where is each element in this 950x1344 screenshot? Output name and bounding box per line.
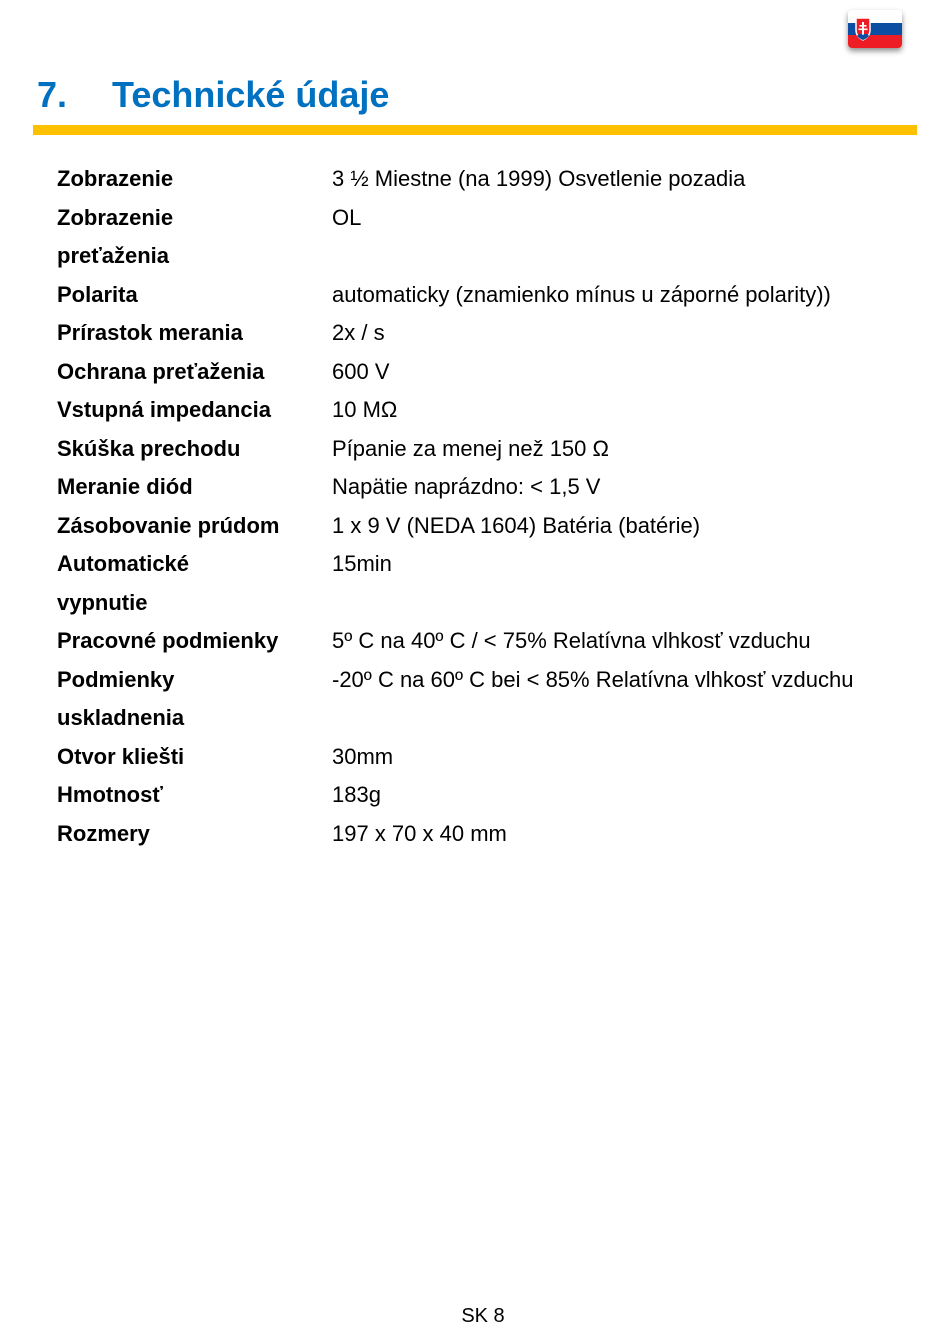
title-underline (33, 125, 917, 135)
spec-row (57, 468, 917, 507)
spec-label: Otvor kliešti (57, 743, 185, 769)
spec-label: Automatické vypnutie (57, 551, 190, 615)
spec-value: 197 x 70 x 40 mm (332, 820, 507, 846)
spec-value: 5º C na 40º C / < 75% Relatívna vlhkosť vzduchu (332, 628, 811, 653)
spec-value: 2x / s (332, 320, 385, 345)
spec-row (57, 276, 917, 315)
spec-value: 10 MΩ (332, 397, 398, 422)
spec-label: Prírastok merania (57, 320, 243, 345)
spec-label: Ochrana preťaženia (57, 358, 265, 384)
spec-value: automaticky (znamienko mínus u záporné polarity)) (332, 281, 831, 307)
spec-value: 3 ½ Miestne (na 1999) Osvetlenie pozadia (332, 166, 746, 191)
slovakia-flag-icon (848, 10, 902, 48)
spec-value: 1 x 9 V (NEDA 1604) Batéria (batérie) (332, 512, 701, 538)
section-title: Technické údaje (112, 74, 390, 115)
spec-label: Polarita (57, 281, 138, 307)
spec-value: 600 V (332, 358, 390, 384)
spec-row (57, 314, 917, 353)
spec-value: Napätie naprázdno: < 1,5 V (332, 474, 601, 499)
spec-label: Zobrazenie (57, 166, 174, 191)
spec-label: Zásobovanie prúdom (57, 512, 280, 538)
spec-value: Pípanie za menej než 150 Ω (332, 435, 609, 461)
spec-label: Hmotnosť (57, 782, 163, 807)
spec-row (57, 430, 917, 469)
spec-label: Pracovné podmienky (57, 628, 279, 653)
spec-row (57, 160, 917, 199)
spec-row (57, 661, 917, 738)
spec-row (57, 391, 917, 430)
spec-value: OL (332, 204, 362, 230)
spec-label: Skúška prechodu (57, 435, 241, 461)
spec-value: -20º C na 60º C bei < 85% Relatívna vlhkosť vzduchu (332, 666, 854, 692)
spec-value: 15min (332, 551, 392, 576)
section-number: 7. (37, 74, 68, 115)
spec-row (57, 738, 917, 777)
spec-label: Vstupná impedancia (57, 397, 271, 422)
spec-value: 30mm (332, 743, 394, 769)
spec-label: Rozmery (57, 820, 150, 846)
spec-value: 183g (332, 782, 381, 807)
spec-row (57, 353, 917, 392)
specs-table (57, 160, 917, 853)
page-title (37, 74, 389, 116)
spec-row (57, 776, 917, 815)
spec-row (57, 815, 917, 854)
spec-row (57, 199, 917, 276)
spec-row (57, 507, 917, 546)
spec-label: Zobrazenie preťaženia (57, 204, 174, 268)
spec-row (57, 622, 917, 661)
page-number: SK 8 (461, 1305, 505, 1327)
spec-label: Meranie diód (57, 474, 193, 499)
spec-row (57, 545, 917, 622)
spec-label: Podmienky uskladnenia (57, 666, 185, 730)
